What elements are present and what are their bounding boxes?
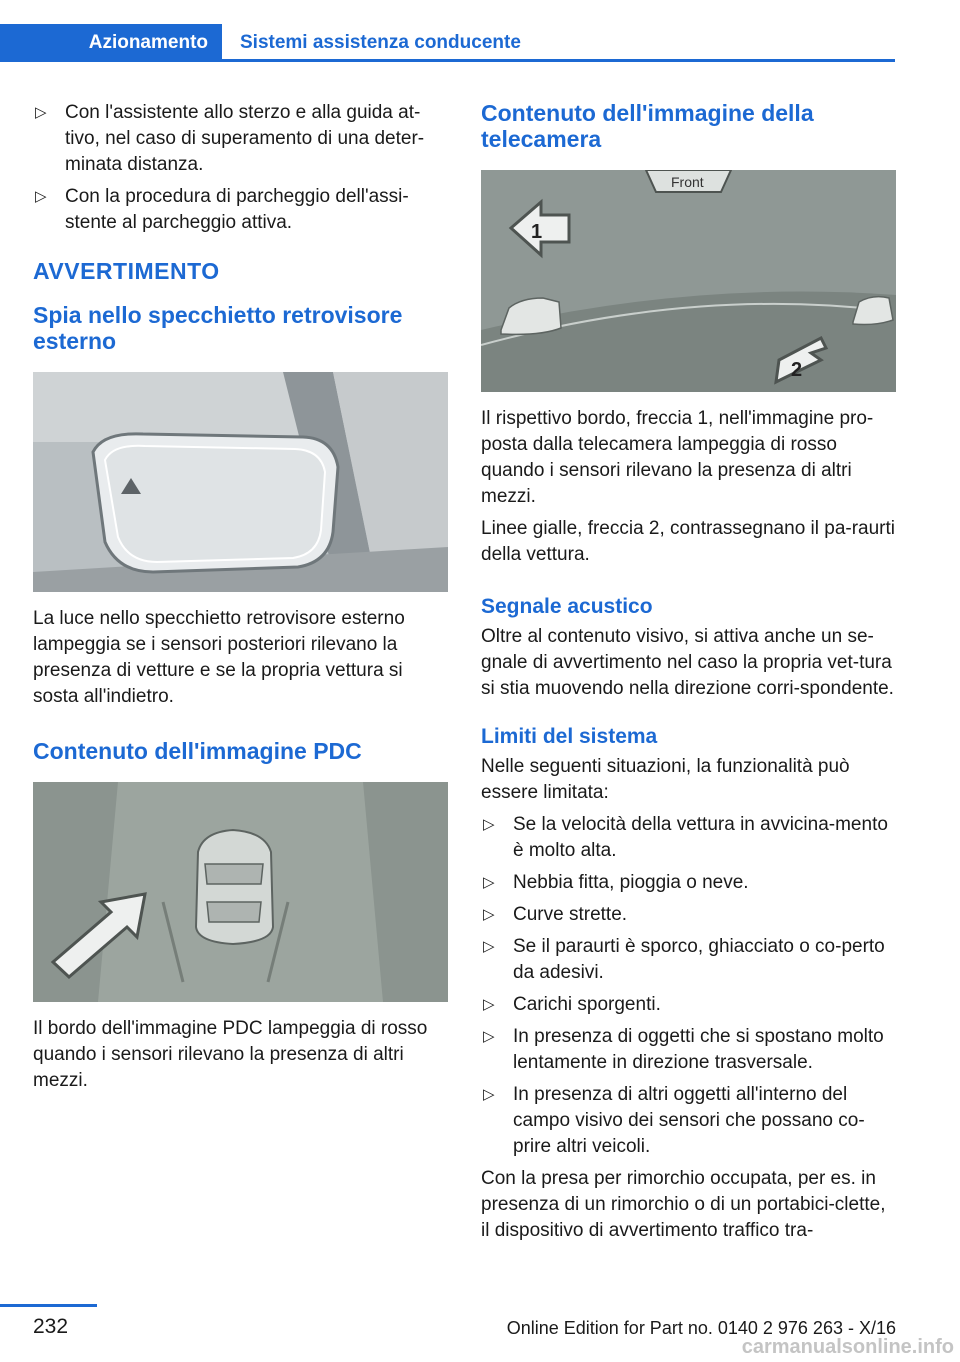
trailer-text: Con la presa per rimorchio occupata, per es. in presenza di un rimorchio o di un portabici-clette, il dispositivo di avvertimento traffico tra- (481, 1168, 886, 1241)
left-column (33, 100, 448, 1100)
warning-title: AVVERTIMENTO (33, 258, 220, 284)
list-item: ▷ Con l'assistente allo sterzo e alla guida at-tivo, nel caso di superamento di una deter-minata distanza. (35, 102, 425, 175)
list-item: ▷ Nebbia fitta, pioggia o neve. (481, 870, 896, 896)
triangle-bullet-icon: ▷ (35, 104, 47, 121)
page-number: 232 (33, 1315, 69, 1338)
limits-list (481, 812, 896, 1160)
heading-acoustic: Segnale acustico (481, 595, 653, 618)
camera-image (481, 170, 896, 392)
acoustic-text: Oltre al contenuto visivo, si attiva anche un se-gnale di avvertimento nel caso la propria vet-tura si stia muovendo nella direzione corri-spondente. (481, 626, 894, 699)
mirror-text: La luce nello specchietto retrovisore esterno lampeggia se i sensori posteriori rilevano la presenza di vetture e se la propria vettura si sosta all'indietro. (33, 608, 405, 707)
pdc-text: Il bordo dell'immagine PDC lampeggia di rosso quando i sensori rilevano la presenza di altri mezzi. (33, 1018, 428, 1091)
heading-pdc: Contenuto dell'immagine PDC (33, 738, 362, 764)
camera-arrow2-label: 2 (791, 359, 803, 381)
mirror-image (33, 372, 448, 592)
camera-front-label: Front (671, 174, 704, 190)
camera-text-2: Linee gialle, freccia 2, contrassegnano il pa-raurti della vettura. (481, 518, 896, 565)
triangle-bullet-icon: ▷ (483, 874, 495, 891)
footer-rule (0, 1304, 97, 1307)
camera-arrow1-label: 1 (531, 221, 543, 243)
limits-text: Nelle seguenti situazioni, la funzionalità può essere limitata: (481, 756, 850, 803)
list-item: ▷ Carichi sporgenti. (481, 992, 896, 1018)
camera-text-1: Il rispettivo bordo, freccia 1, nell'immagine pro-posta dalla telecamera lampeggia di rosso quando i sensori rilevano la presenza di altri mezzi. (481, 408, 874, 507)
list-item: ▷ Con la procedura di parcheggio dell'assi-stente al parcheggio attiva. (35, 186, 409, 233)
bullet-list (33, 100, 448, 236)
subsection-tab: Sistemi assistenza conducente (240, 32, 521, 53)
triangle-bullet-icon: ▷ (483, 906, 495, 923)
list-item: ▷ Curve strette. (481, 902, 896, 928)
watermark: carmanualsonline.info (741, 1336, 954, 1358)
triangle-bullet-icon: ▷ (483, 816, 495, 833)
edition-text: Online Edition for Part no. 0140 2 976 263 - X/16 (506, 1318, 896, 1338)
triangle-bullet-icon: ▷ (35, 188, 47, 205)
heading-camera: Contenuto dell'immagine della telecamera (481, 100, 814, 152)
heading-mirror: Spia nello specchietto retrovisore esterno (33, 302, 403, 354)
pdc-image (33, 782, 448, 1002)
triangle-bullet-icon: ▷ (483, 1086, 495, 1103)
header-rule (222, 59, 895, 62)
list-item: ▷ Se la velocità della vettura in avvicina-mento è molto alta. (483, 814, 888, 861)
heading-limits: Limiti del sistema (481, 725, 658, 748)
section-tab: Azionamento (0, 24, 222, 62)
page-header (0, 24, 895, 62)
right-column (481, 100, 896, 1250)
triangle-bullet-icon: ▷ (483, 996, 495, 1013)
triangle-bullet-icon: ▷ (483, 938, 495, 955)
list-item: ▷ In presenza di altri oggetti all'interno del campo visivo dei sensori che possano co-prire altri veicoli. (483, 1084, 865, 1157)
list-item: ▷ Se il paraurti è sporco, ghiacciato o co-perto da adesivi. (483, 936, 885, 983)
list-item: ▷ In presenza di oggetti che si spostano molto lentamente in direzione trasversale. (483, 1026, 884, 1073)
triangle-bullet-icon: ▷ (483, 1028, 495, 1045)
